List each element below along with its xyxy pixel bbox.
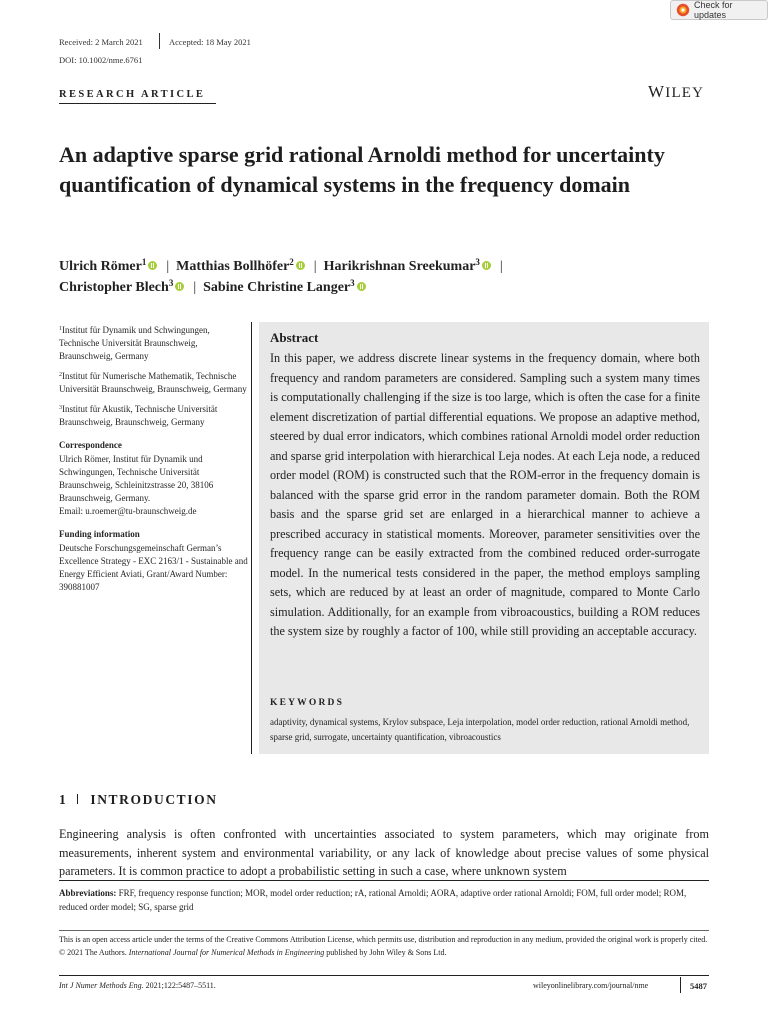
- abstract-heading: Abstract: [270, 330, 319, 345]
- funding-text: Deutsche Forschungsgemeinschaft German’s Excellence Strategy - EXC 2163/1 - Sustainable and Energy Efficient Aviati, Grant/Award Number: 390881007: [59, 543, 248, 592]
- correspondence-email[interactable]: Email: u.roemer@tu-braunschweig.de: [59, 506, 197, 516]
- license-line: This is an open access article under the terms of the Creative Commons Attribution License, which permits use, distribution and reproduction in any medium, provided the original work is properly cited.: [59, 935, 708, 944]
- section-title: INTRODUCTION: [90, 792, 218, 807]
- orcid-icon[interactable]: [175, 282, 184, 291]
- sidebar-info: [59, 324, 249, 601]
- correspondence-heading: Correspondence: [59, 440, 122, 450]
- orcid-icon[interactable]: [482, 261, 491, 270]
- refresh-icon: [676, 3, 690, 17]
- author-separator: |: [499, 259, 503, 274]
- abstract-text: In this paper, we address discrete linear systems in the frequency domain, where both frequency and random parameters are considered. Sampling such a system many times is computationally challenging if the size is too large, which is often the case for a finite element discretization of partial differential equations. We propose an adaptive method, steered by dual error indicators, which combines rational Arnoldi model order reduction and sparse grid interpolation with hierarchical Leja nodes. At each Leja node, a reduced order model (ROM) is constructed such that the ROM-error in the frequency domain is balanced with the sparse grid error in the random parameter domain. Both the ROM basis and the sparse grid set are enlarged in a hierarchical manner to achieve a prescribed accuracy in statistical moments. Moreover, parameter sensitivities over the frequency range can be easily extracted from the combined reduced order-surrogate model. In the numerical tests considered in the paper, the method employs sampling sets, which are reduced by at least an order of magnitude, compared to Monte Carlo simulation. Additionally, for an example from vibroacoustics, building a ROM reduces the system size by roughly a factor of 100, while still providing an acceptable accuracy.: [270, 351, 700, 638]
- check-for-updates-label: Check for updates: [694, 0, 733, 20]
- author[interactable]: Matthias Bollhöfer$^2$: [176, 257, 294, 274]
- affiliation: $^3$Institut für Akustik, Technische Universität Braunschweig, Braunschweig, Germany: [59, 404, 218, 427]
- author[interactable]: Christopher Blech$^3$: [59, 278, 174, 295]
- author-separator: |: [166, 259, 170, 274]
- footer-divider: [680, 977, 681, 993]
- section-heading: [59, 792, 218, 808]
- publisher-logo: WILEY: [648, 82, 705, 101]
- author[interactable]: Harikrishnan Sreekumar$^3$: [323, 257, 480, 274]
- received-date: Received: 2 March 2021: [59, 37, 143, 47]
- orcid-icon[interactable]: [296, 261, 305, 270]
- section-bar: [77, 794, 78, 804]
- author-list: [59, 256, 719, 298]
- affiliation: $^2$Institut für Numerische Mathematik, Technische Universität Braunschweig, Braunschweig, Germany: [59, 371, 247, 394]
- page-number: 5487: [690, 981, 707, 991]
- footer-rule: [59, 975, 709, 976]
- article-type-underline: [59, 103, 216, 104]
- copyright-line: © 2021 The Authors. International Journal for Numerical Methods in Engineering published by John Wiley & Sons Ltd.: [59, 947, 447, 957]
- author-separator: |: [313, 259, 317, 274]
- keywords-text: adaptivity, dynamical systems, Krylov subspace, Leja interpolation, model order reduction, rational Arnoldi method, sparse grid, surrogate, uncertainty quantification, vibroacoustics: [270, 717, 690, 742]
- keywords-heading: KEYWORDS: [270, 698, 345, 708]
- check-for-updates-button[interactable]: [670, 0, 768, 20]
- license-rule: [59, 930, 709, 931]
- affiliation: $^1$Institut für Dynamik und Schwingungen, Technische Universität Braunschweig, Braunschweig, Germany: [59, 325, 210, 361]
- footer-url[interactable]: wileyonlinelibrary.com/journal/nme: [533, 981, 649, 990]
- intro-paragraph: Engineering analysis is often confronted with uncertainties associated to system parameters, which may originate from measurements, inherent system and environmental variability, or any lack of knowledge about precise values of some physical parameters. It is common practice to adopt a probabilistic setting in such a case, where unknown system: [59, 827, 709, 878]
- section-number: 1: [59, 792, 68, 807]
- abbreviations-rule: [59, 880, 709, 881]
- accepted-date: Accepted: 18 May 2021: [169, 37, 251, 47]
- author-separator: |: [193, 280, 197, 295]
- article-type: RESEARCH ARTICLE: [59, 89, 206, 100]
- orcid-icon[interactable]: [148, 261, 157, 270]
- footer-citation: Int J Numer Methods Eng. 2021;122:5487–5511.: [59, 981, 216, 990]
- correspondence-text: Ulrich Römer, Institut für Dynamik und Schwingungen, Technische Universität Braunschweig, Schleinitzstrasse 20, 38106 Braunschweig, Germany.: [59, 454, 214, 503]
- abbreviations: Abbreviations: FRF, frequency response function; MOR, model order reduction; rA, rational Arnoldi; AORA, adaptive order rational Arnoldi; FOM, full order model; ROM, reduced order model; SG, sparse grid: [59, 888, 687, 912]
- author[interactable]: Sabine Christine Langer$^3$: [203, 278, 355, 295]
- orcid-icon[interactable]: [357, 282, 366, 291]
- author[interactable]: Ulrich Römer$^1$: [59, 257, 147, 274]
- paper-title: An adaptive sparse grid rational Arnoldi method for uncertainty quantification of dynamical systems in the frequency domain: [59, 142, 665, 197]
- license-notice: [59, 934, 709, 959]
- column-divider: [251, 322, 252, 754]
- header-divider: [159, 33, 160, 49]
- funding-heading: Funding information: [59, 529, 140, 539]
- doi[interactable]: DOI: 10.1002/nme.6761: [59, 55, 143, 65]
